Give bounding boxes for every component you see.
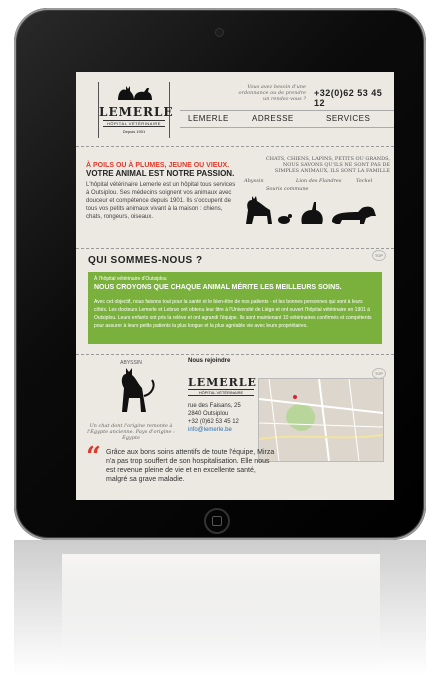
main-nav [180, 110, 394, 128]
site-logo[interactable] [98, 82, 174, 138]
animals-caption: CHATS, CHIENS, LAPINS, PETITS OU GRANDS, NOUS SAVONS QU'ILS NE SONT PAS DE SIMPLES ANIMAUX, ILS SONT LA FAMILLE [265, 156, 390, 174]
nav-adresse[interactable]: ADRESSE [252, 114, 294, 123]
about-small-text: À l'hôpital vétérinaire d'Outsiplou [94, 276, 167, 282]
tablet-reflection [14, 540, 426, 700]
contact-logo-subtitle: HÔPITAL VÉTÉRINAIRE [188, 389, 254, 396]
address-street: rue des Faisans, 25 [188, 403, 241, 409]
quote-icon: “ [86, 442, 101, 472]
label-abyssin: Abyssin [244, 178, 264, 184]
contact-logo [188, 376, 257, 396]
label-souris: Souris commune [266, 186, 309, 192]
map-image [259, 379, 383, 461]
contact-heading: Nous rejoindre [188, 358, 231, 364]
nav-lemerle[interactable]: LEMERLE [188, 114, 229, 123]
tablet-frame [14, 8, 426, 540]
nav-services[interactable]: SERVICES [326, 114, 371, 123]
intro-text: L'hôpital vétérinaire Lemerle est un hôpital tous services à Outsiplou. Ses médecins soignent vos animaux avec douceur et compétence depuis 1901. Ils s'occupent de tous vos petits animaux vivant à la maison : chiens, chats, rongeurs, oiseaux. [86, 182, 236, 220]
intro-block [86, 162, 236, 221]
about-title: QUI SOMMES-NOUS ? [88, 255, 203, 266]
camera-icon [215, 28, 224, 37]
cat-dog-logo-icon [99, 82, 169, 105]
cat-caption: Un chat dont l'origine remonte à l'Égypte ancienne. Pays d'origine : Égypte [87, 423, 175, 441]
screen-reflection [62, 554, 380, 674]
cat-silhouette-icon [86, 366, 176, 414]
email-link[interactable]: info@lemerle.be [188, 427, 232, 433]
section-divider-2 [76, 354, 394, 355]
intro-red-line: À POILS OU À PLUMES, JEUNE OU VIEUX. [86, 162, 230, 169]
about-body: Avec cet objectif, nous faisons tout pour la santé et le bien-être de nos patients - et les bonnes personnes qui sont à leurs côtés. Les docteurs Lemerle et Lebrun ont obtenu leur titre à l'Université de Liège et ont ouvert l'hôpital vétérinaire en 1901 à Outsiplou. Leurs enfants ont pris la relève et ont agrandi l'équipe. Ils sont maintenant 10 vétérinaires confirmés et compétents pour assurer à leurs petits patients la plus longue et la plus agréable vie avec leurs propriétaires. [94, 299, 372, 329]
address-block [188, 402, 241, 434]
logo-since: Depuis 1901 [122, 129, 146, 134]
label-teckel: Teckel [356, 178, 373, 184]
cat-fact-box [86, 360, 176, 441]
about-banner [88, 272, 382, 344]
animal-silhouettes-icon [240, 192, 390, 226]
cat-label: ABYSSIN [120, 360, 142, 366]
address-city: 2840 Outsiplou [188, 411, 229, 417]
animals-illustration [240, 156, 390, 226]
website-screen [76, 72, 394, 500]
testimonial-text: Grâce aux bons soins attentifs de toute l'équipe, Mirza n'a pas trop souffert de son hospitalisation. Elle nous est revenue pleine de vie et en excellente santé, malgré sa grave maladie. [106, 449, 275, 483]
home-button[interactable] [204, 508, 230, 534]
about-headline: NOUS CROYONS QUE CHAQUE ANIMAL MÉRITE LES MEILLEURS SOINS. [94, 284, 342, 291]
appointment-tagline: Vous avez besoin d'une ordonnance ou de prendre un rendez-vous ? [238, 84, 306, 102]
address-phone[interactable]: +32 (0)62 53 45 12 [188, 419, 239, 425]
top-button[interactable]: TOP [372, 250, 386, 261]
intro-black-line: VOTRE ANIMAL EST NOTRE PASSION. [86, 169, 235, 178]
site-header [76, 72, 394, 132]
top-button-2[interactable]: TOP [372, 368, 386, 379]
header-divider [76, 146, 394, 147]
logo-subtitle: HÔPITAL VÉTÉRINAIRE [103, 120, 165, 127]
section-divider [76, 248, 394, 249]
logo-name: LEMERLE [99, 105, 174, 119]
label-lion: Lion des Flandres [296, 178, 342, 184]
contact-logo-name: LEMERLE [188, 376, 257, 389]
location-map[interactable] [258, 378, 384, 462]
phone-number[interactable]: +32(0)62 53 45 12 [314, 88, 383, 108]
